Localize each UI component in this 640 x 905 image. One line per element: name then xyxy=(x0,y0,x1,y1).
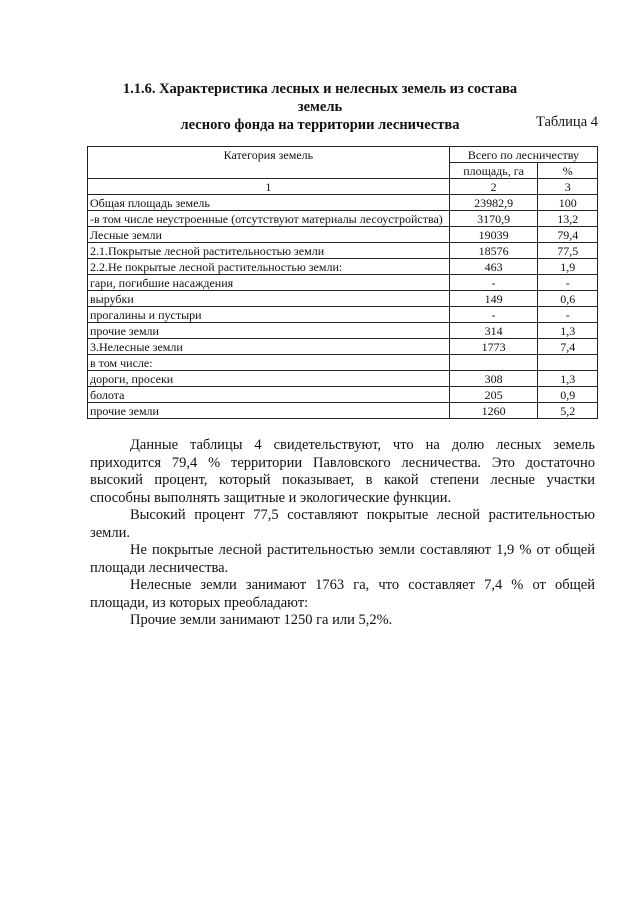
column-number: 1 xyxy=(88,179,450,195)
paragraph: Прочие земли занимают 1250 га или 5,2%. xyxy=(130,612,393,628)
table-row xyxy=(88,355,598,371)
row-category-cell: в том числе: xyxy=(88,355,450,371)
land-category-table xyxy=(87,146,598,419)
row-percent-cell: - xyxy=(538,275,598,291)
row-category-cell: дороги, просеки xyxy=(88,371,450,387)
row-category-cell: 2.2.Не покрытые лесной растительностью земли: xyxy=(88,259,450,275)
row-area-cell xyxy=(449,355,538,371)
table-row xyxy=(88,259,598,275)
table-header-row xyxy=(88,147,598,163)
row-category-cell: прочие земли xyxy=(88,323,450,339)
table-row xyxy=(88,387,598,403)
row-percent-cell: 5,2 xyxy=(538,403,598,419)
paragraph: Данные таблицы 4 свидетельствуют, что на долю лесных земель приходится 79,4 % территории Павловского лесничества. Это достаточно высокий процент, который показывает, в какой степени лесные участки способны выполнять защитные и экологические функции. xyxy=(90,437,595,506)
paragraph: Высокий процент 77,5 составляют покрытые лесной растительностью земли. xyxy=(90,507,595,541)
row-area-cell: - xyxy=(449,275,538,291)
header-percent: % xyxy=(538,163,598,179)
row-percent-cell xyxy=(538,355,598,371)
header-area: площадь, га xyxy=(449,163,538,179)
row-category-cell: -в том числе неустроенные (отсутствуют материалы лесоустройства) xyxy=(88,211,450,227)
row-area-cell: 18576 xyxy=(449,243,538,259)
section-heading xyxy=(110,80,530,134)
row-category-cell: гари, погибшие насаждения xyxy=(88,275,450,291)
row-area-cell: 19039 xyxy=(449,227,538,243)
row-area-cell: 314 xyxy=(449,323,538,339)
header-forestry-total: Всего по лесничеству xyxy=(449,147,597,163)
row-area-cell: 1260 xyxy=(449,403,538,419)
table-column-numbers-row xyxy=(88,179,598,195)
body-text xyxy=(90,437,595,630)
row-percent-cell: 79,4 xyxy=(538,227,598,243)
row-category-cell: 2.1.Покрытые лесной растительностью земли xyxy=(88,243,450,259)
row-area-cell: 308 xyxy=(449,371,538,387)
table-row xyxy=(88,275,598,291)
paragraph: Нелесные земли занимают 1763 га, что составляет 7,4 % от общей площади, из которых преобладают: xyxy=(90,577,595,611)
row-area-cell: 1773 xyxy=(449,339,538,355)
row-area-cell: 3170,9 xyxy=(449,211,538,227)
row-percent-cell: 1,9 xyxy=(538,259,598,275)
table-row xyxy=(88,323,598,339)
row-category-cell: прогалины и пустыри xyxy=(88,307,450,323)
table-row xyxy=(88,195,598,211)
table-row xyxy=(88,403,598,419)
row-area-cell: 463 xyxy=(449,259,538,275)
row-area-cell: 149 xyxy=(449,291,538,307)
row-percent-cell: 77,5 xyxy=(538,243,598,259)
row-area-cell: 23982,9 xyxy=(449,195,538,211)
table-row xyxy=(88,307,598,323)
row-area-cell: - xyxy=(449,307,538,323)
table-row xyxy=(88,371,598,387)
row-percent-cell: 100 xyxy=(538,195,598,211)
row-category-cell: болота xyxy=(88,387,450,403)
column-number: 3 xyxy=(538,179,598,195)
row-category-cell: Общая площадь земель xyxy=(88,195,450,211)
row-category-cell: прочие земли xyxy=(88,403,450,419)
row-percent-cell: 1,3 xyxy=(538,371,598,387)
table-number: Таблица 4 xyxy=(535,114,598,130)
row-percent-cell: 7,4 xyxy=(538,339,598,355)
heading-line-1: 1.1.6. Характеристика лесных и нелесных земель из состава земель xyxy=(122,81,518,115)
row-category-cell: 3.Нелесные земли xyxy=(88,339,450,355)
paragraph: Не покрытые лесной растительностью земли составляют 1,9 % от общей площади лесничества. xyxy=(90,542,595,576)
heading-line-2: лесного фонда на территории лесничества xyxy=(180,117,460,133)
row-percent-cell: 0,9 xyxy=(538,387,598,403)
row-percent-cell: 0,6 xyxy=(538,291,598,307)
table-row xyxy=(88,339,598,355)
row-category-cell: вырубки xyxy=(88,291,450,307)
table-row xyxy=(88,243,598,259)
table-row xyxy=(88,291,598,307)
table-row xyxy=(88,211,598,227)
row-percent-cell: - xyxy=(538,307,598,323)
row-percent-cell: 13,2 xyxy=(538,211,598,227)
row-category-cell: Лесные земли xyxy=(88,227,450,243)
row-area-cell: 205 xyxy=(449,387,538,403)
header-category: Категория земель xyxy=(88,147,450,179)
row-percent-cell: 1,3 xyxy=(538,323,598,339)
column-number: 2 xyxy=(449,179,538,195)
table-row xyxy=(88,227,598,243)
